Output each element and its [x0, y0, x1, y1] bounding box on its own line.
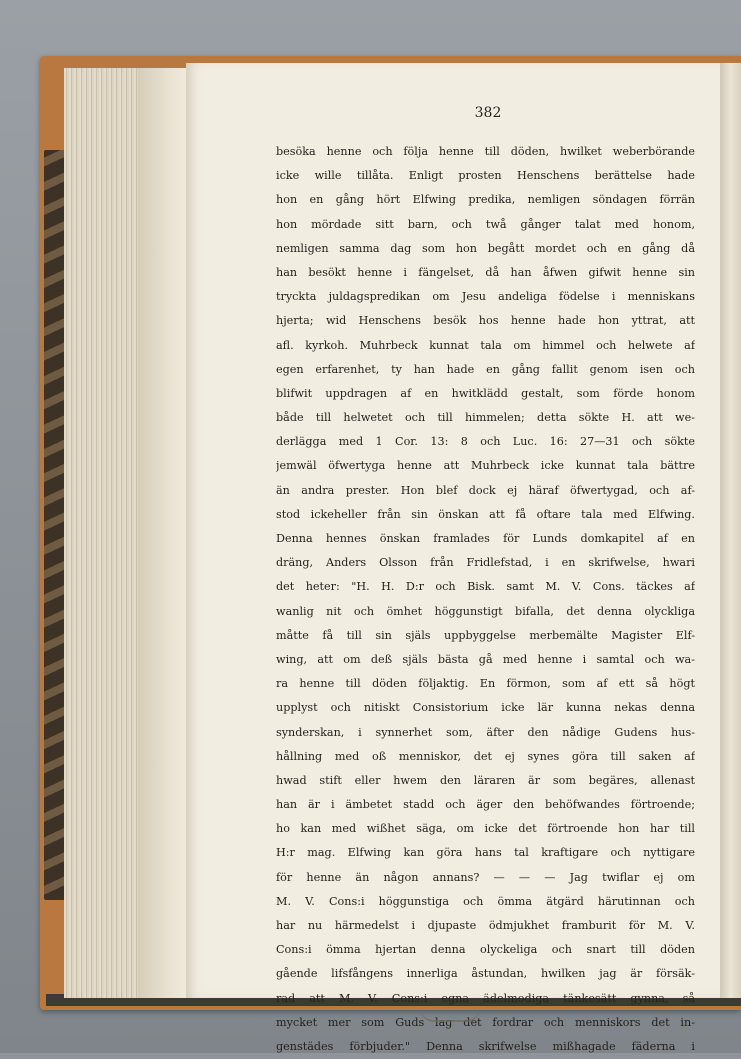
text-line: hjerta; wid Henschens besök hos henne hade hon yttrat, att [276, 314, 695, 328]
text-line: Denna hennes önskan framlades för Lunds domkapitel af en [276, 532, 695, 545]
text-line: M. V. Cons:i höggunstiga och ömma ätgärd härutinnan och [276, 894, 695, 908]
text-line: rad att M. V. Cons:i egna ädelmodiga tänkesätt gynna, så [276, 991, 695, 1005]
text-line: har nu härmedelst i djupaste ödmjukhet framburit för M. V. [276, 919, 695, 932]
text-line: H:r mag. Elfwing kan göra hans tal kraftigare och nyttigare [276, 846, 695, 860]
page-text [276, 140, 695, 1059]
text-line: dräng, Anders Olsson från Fridlefstad, i en skrifwelse, hwari [276, 556, 695, 570]
text-line: hon mördade sitt barn, och twå gånger talat med honom, [276, 217, 695, 231]
text-line: hwad stift eller hwem den läraren är som begäres, allenast [276, 773, 695, 787]
text-line: derlägga med 1 Cor. 13: 8 och Luc. 16: 27—31 och sökte [276, 435, 695, 449]
text-line: han besökt henne i fängelset, då han åfwen gifwit henne sin [276, 265, 695, 279]
page-number: 382 [474, 105, 502, 121]
text-line: än andra prester. Hon blef dock ej häraf öfwertygad, och af- [276, 483, 695, 497]
text-line: både till helwetet och till himmelen; detta sökte H. att we- [276, 411, 695, 425]
bookmark-ribbon [420, 1008, 480, 1022]
text-line: Cons:i ömma hjertan denna olyckeliga och snart till döden [276, 943, 695, 957]
text-line: hållning med oß menniskor, det ej synes göra till saken af [276, 749, 695, 763]
text-line: ra henne till döden följaktig. En förmon, som af ett så högt [276, 677, 695, 691]
next-page-edge [720, 63, 741, 998]
text-line: genstädes förbjuder." Denna skrifwelse mißhagade fäderna i [276, 1039, 695, 1053]
text-line: måtte få till sin själs uppbyggelse merbemälte Magister Elf- [276, 628, 695, 642]
text-line: icke wille tillåta. Enligt prosten Henschens berättelse hade [276, 169, 695, 183]
text-line: för henne än någon annans? — — — Jag twiflar ej om [276, 870, 695, 884]
text-line: upplyst och nitiskt Consistorium icke lär kunna nekas denna [276, 701, 695, 715]
text-line: hon en gång hört Elfwing predika, nemligen söndagen förrän [276, 193, 695, 207]
text-line: gående lifsfångens innerliga åstundan, hwilken jag är försäk- [276, 967, 695, 981]
text-line: det heter: "H. H. D:r och Bisk. samt M. V. Cons. täckes af [276, 580, 695, 594]
text-line: han är i ämbetet stadd och äger den behöfwandes förtroende; [276, 798, 695, 812]
text-line: synderskan, i synnerhet som, äfter den nådige Gudens hus- [276, 725, 695, 739]
page-stack-gutter [138, 68, 188, 998]
text-line: mycket mer som Guds lag det fordrar och menniskors det in- [276, 1015, 695, 1029]
text-line: egen erfarenhet, ty han hade en gång fallit genom isen och [276, 362, 695, 376]
text-line: ho kan med wißhet säga, om icke det förtroende hon har till [276, 822, 695, 836]
text-line: besöka henne och följa henne till döden, hwilket weberbörande [276, 145, 695, 158]
text-line: wanlig nit och ömhet höggunstigt bifalla, det denna olyckliga [276, 604, 695, 618]
text-line: wing, att om deß själs bästa gå med henne i samtal och wa- [276, 652, 695, 666]
text-line: jemwäl öfwertyga henne att Muhrbeck icke kunnat tala bättre [276, 459, 695, 473]
text-line: afl. kyrkoh. Muhrbeck kunnat tala om himmel och helwete af [276, 338, 695, 352]
text-line: tryckta juldagspredikan om Jesu andeliga födelse i menniskans [276, 290, 695, 304]
text-line: nemligen samma dag som hon begått mordet och en gång då [276, 241, 695, 255]
text-line: stod ickeheller från sin önskan att få oftare tala med Elfwing. [276, 507, 695, 521]
text-line: blifwit uppdragen af en hwitklädd gestalt, som förde honom [276, 386, 695, 400]
